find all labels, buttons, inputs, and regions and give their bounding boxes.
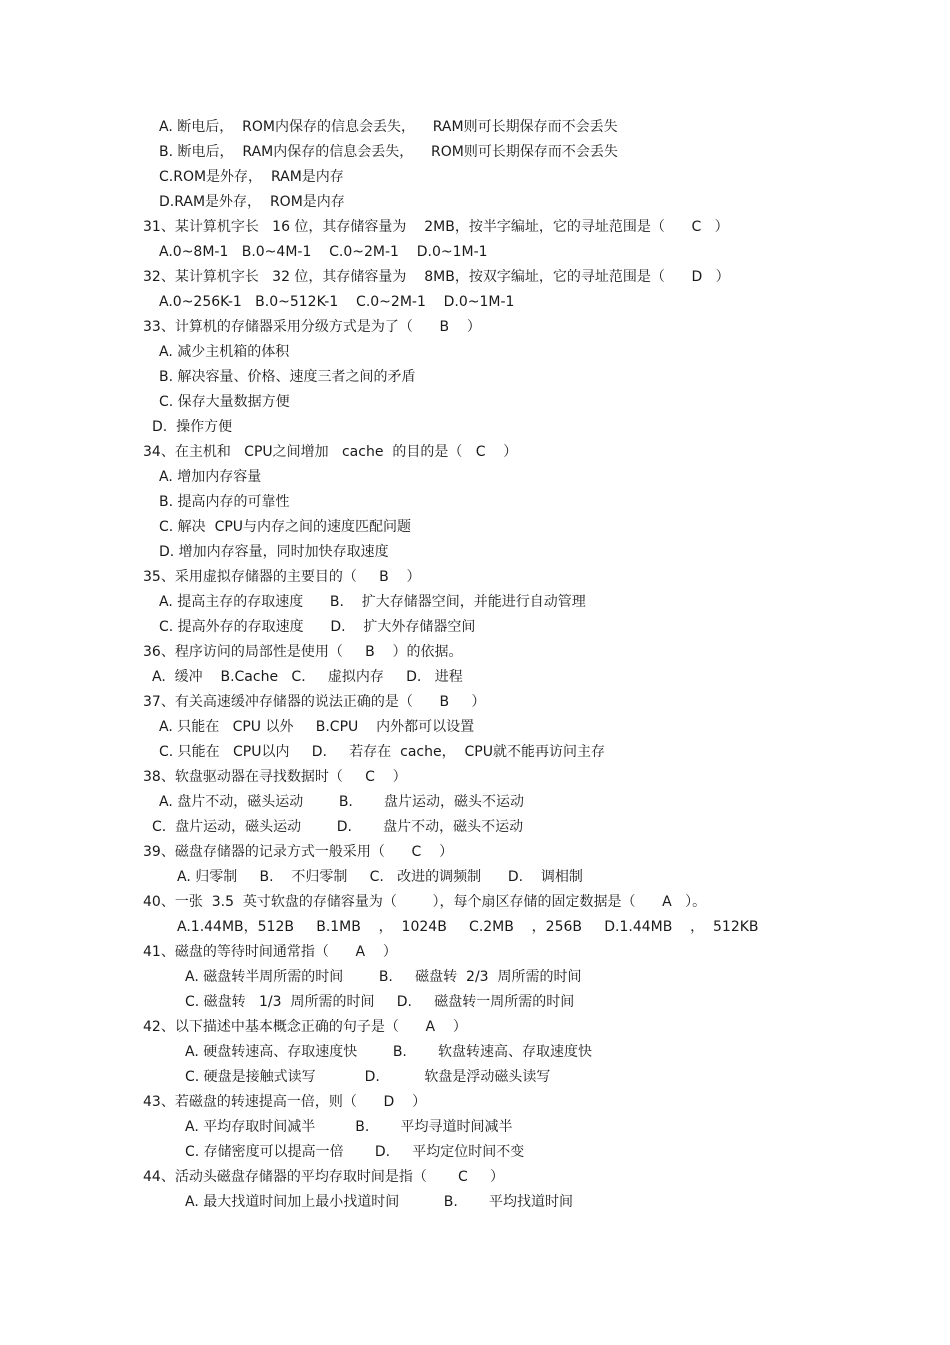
question-line: 35、采用虚拟存储器的主要目的（ B ） — [143, 569, 421, 585]
option-line: C. 存储密度可以提高一倍 D. 平均定位时间不变 — [185, 1144, 525, 1160]
option-line: A. 平均存取时间减半 B. 平均寻道时间减半 — [185, 1119, 513, 1135]
question-line: 33、计算机的存储器采用分级方式是为了（ B ） — [143, 319, 481, 335]
document-page — [0, 115, 950, 1215]
option-line: A. 硬盘转速高、存取速度快 B. 软盘转速高、存取速度快 — [185, 1044, 593, 1060]
option-line: D.RAM是外存， ROM是内存 — [159, 194, 345, 210]
question-line: 34、在主机和 CPU之间增加 cache 的目的是（ C ） — [143, 444, 518, 460]
option-line: A. 断电后， ROM内保存的信息会丢失， RAM则可长期保存而不会丢失 — [159, 119, 618, 135]
option-line: A. 最大找道时间加上最小找道时间 B. 平均找道时间 — [185, 1194, 573, 1210]
question-line: 37、有关高速缓冲存储器的说法正确的是（ B ） — [143, 694, 486, 710]
option-line: A. 提高主存的存取速度 B. 扩大存储器空间，并能进行自动管理 — [159, 594, 586, 610]
question-line: 32、某计算机字长 32 位，其存储容量为 8MB，按双字编址，它的寻址范围是（ D ） — [143, 269, 730, 285]
option-line: A. 归零制 B. 不归零制 C. 改进的调频制 D. 调相制 — [177, 869, 583, 885]
option-line: C. 磁盘转 1/3 周所需的时间 D. 磁盘转一周所需的时间 — [185, 994, 575, 1010]
option-line: A. 缓冲 B.Cache C. 虚拟内存 D. 进程 — [152, 669, 463, 685]
option-line: A.0~8M-1 B.0~4M-1 C.0~2M-1 D.0~1M-1 — [159, 244, 488, 260]
option-line: C. 提高外存的存取速度 D. 扩大外存储器空间 — [159, 619, 476, 635]
option-line: C. 盘片运动，磁头运动 D. 盘片不动，磁头不运动 — [152, 819, 524, 835]
question-line: 36、程序访问的局部性是使用（ B ）的依据。 — [143, 644, 463, 660]
question-line: 39、磁盘存储器的记录方式一般采用（ C ） — [143, 844, 454, 860]
option-line: A. 增加内存容量 — [159, 469, 262, 485]
option-line: D. 操作方便 — [152, 419, 233, 435]
option-line: D. 增加内存容量，同时加快存取速度 — [159, 544, 389, 560]
option-line: B. 解决容量、价格、速度三者之间的矛盾 — [159, 369, 416, 385]
option-line: A.0~256K-1 B.0~512K-1 C.0~2M-1 D.0~1M-1 — [159, 294, 515, 310]
option-line: C.ROM是外存， RAM是内存 — [159, 169, 344, 185]
option-line: C. 硬盘是接触式读写 D. 软盘是浮动磁头读写 — [185, 1069, 551, 1085]
option-line: C. 解决 CPU与内存之间的速度匹配问题 — [159, 519, 412, 535]
option-line: B. 断电后， RAM内保存的信息会丢失， ROM则可长期保存而不会丢失 — [159, 144, 618, 160]
option-line: A. 磁盘转半周所需的时间 B. 磁盘转 2/3 周所需的时间 — [185, 969, 582, 985]
question-line: 43、若磁盘的转速提高一倍，则（ D ） — [143, 1094, 427, 1110]
option-line: A. 盘片不动，磁头运动 B. 盘片运动，磁头不运动 — [159, 794, 525, 810]
question-line: 42、以下描述中基本概念正确的句子是（ A ） — [143, 1019, 467, 1035]
option-line: A.1.44MB，512B B.1MB ， 1024B C.2MB ，256B D.1.44MB ， 512KB — [177, 919, 759, 935]
question-line: 40、一张 3.5 英寸软盘的存储容量为（ ），每个扇区存储的固定数据是（ A ）。 — [143, 894, 707, 910]
option-line: B. 提高内存的可靠性 — [159, 494, 290, 510]
question-line: 31、某计算机字长 16 位，其存储容量为 2MB，按半字编址，它的寻址范围是（ C ） — [143, 219, 729, 235]
option-line: C. 保存大量数据方便 — [159, 394, 290, 410]
question-line: 41、磁盘的等待时间通常指（ A ） — [143, 944, 397, 960]
question-line: 38、软盘驱动器在寻找数据时（ C ） — [143, 769, 407, 785]
option-line: A. 减少主机箱的体积 — [159, 344, 290, 360]
option-line: A. 只能在 CPU 以外 B.CPU 内外都可以设置 — [159, 719, 475, 735]
question-line: 44、活动头磁盘存储器的平均存取时间是指（ C ） — [143, 1169, 504, 1185]
option-line: C. 只能在 CPU以内 D. 若存在 cache， CPU就不能再访问主存 — [159, 744, 605, 760]
